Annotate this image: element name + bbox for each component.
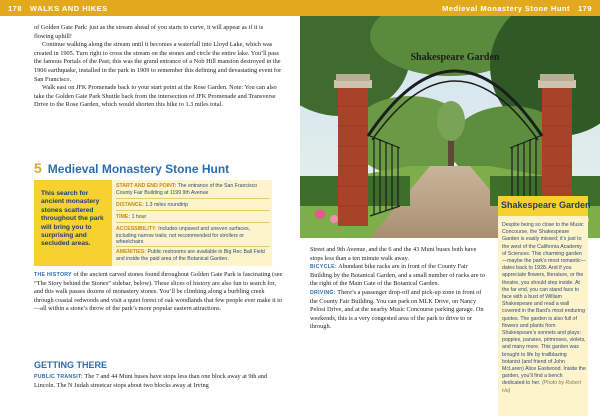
- driving-paragraph: [310, 289, 490, 332]
- fact-time: [116, 214, 270, 223]
- transit-label: PUBLIC TRANSIT:: [34, 374, 83, 380]
- left-running-head: [0, 0, 300, 16]
- getting-there-heading: GETTING THERE: [34, 360, 108, 370]
- sidebar-title: Shakespeare Garden: [501, 200, 591, 210]
- intro-paragraph-2: Continue walking along the stream until it becomes a waterfall into Lloyd Lake, which was created in 1905. Turn right to cross the stream on the stones and circle the entire lake. You’ll pass the famous Portals of the Past; this was the grand entrance of a Nob Hill mansion destroyed in the 1906 earthquake, installed in the park in 1909 to remember this defining and devastating event for San Francisco.: [34, 41, 282, 83]
- fact-accessibility: [116, 226, 270, 247]
- section-heading: [34, 160, 229, 176]
- history-label: THE HISTORY: [34, 272, 72, 278]
- fact-value: Public restrooms are available in Big Rec Ball Field and inside the paid area of the Botanical Garden.: [116, 249, 265, 262]
- fact-value: Includes unpaved and uneven surfaces, including narrow trails; not recommended for strollers or wheelchairs: [116, 226, 250, 246]
- right-page-number: 179: [577, 4, 592, 13]
- fact-value: 1.3 miles roundtrip: [145, 202, 188, 208]
- arch-sign-text: Shakespeare Garden: [410, 52, 500, 63]
- left-page-number: 178: [8, 4, 23, 13]
- fact-distance: [116, 202, 270, 211]
- sidebar-box: [498, 196, 591, 416]
- fact-label: AMENITIES:: [116, 249, 146, 255]
- bicycle-paragraph: [310, 263, 490, 289]
- callout-text: This search for ancient monastery stones scattered throughout the park will bring you to surprising and secluded areas.: [41, 190, 104, 248]
- history-paragraph: [34, 271, 284, 314]
- sidebar-title-bar: [498, 196, 591, 216]
- driving-text: There’s a passenger drop-off and pick-up zone in front of the County Fair Building. You can park on MLK Drive, on Nancy Pelosi Drive, and at the nearby Music Concourse parking garage. On weekends, this is a very congested area of the park to drive to or through.: [310, 288, 484, 331]
- transit-text: The 7 and 44 Muni buses have stops less than one block away at 9th and Lincoln. The N Judah streetcar stops about two blocks away at Irving: [34, 373, 268, 389]
- fact-label: TIME:: [116, 214, 131, 220]
- fact-value: The entrance of the San Francisco County Fair Building at 1199 9th Avenue: [116, 183, 258, 196]
- right-running-head-title: Medieval Monastery Stone Hunt: [442, 4, 570, 13]
- bicycle-text: Abundant bike racks are in front of the County Fair Building by the Botanical Garden, and a small number of racks are to the right of the Main Gate of the Botanical Garden.: [310, 263, 486, 288]
- callout-box: [34, 180, 112, 266]
- transit-paragraph: [34, 373, 284, 390]
- right-running-head: [300, 0, 600, 16]
- intro-paragraph-3: Walk east on JFK Promenade back to your start point at the Rose Garden. Note: You can also take the Golden Gate Park Shuttle back from the intersection of JFK Promenade and Transverse Drive to the Rose Garden, which would shorten this hike to 1.3 miles total.: [34, 84, 277, 109]
- intro-text: [34, 24, 284, 110]
- fact-start-end: [116, 183, 270, 199]
- column-intro: Street and 9th Avenue, and the 6 and the 43 Muni buses both have stops less than a ten minute walk away.: [310, 246, 477, 262]
- fact-label: START AND END POINT:: [116, 183, 177, 189]
- section-number: 5: [34, 160, 42, 176]
- right-column: [310, 246, 490, 332]
- right-page: [300, 0, 600, 420]
- sidebar-text: Despite being so close to the Music Concourse, the Shakespeare Garden is easily missed; it’s just to the west of the California Academy of Sciences. This charming garden—maybe the park’s most romantic—dates back to 1928. And if you appreciate flowers, literature, or the theatre, you should step inside. At the far end, you can stand face to face with a bust of William Shakespeare and read a wall covered in the Bard’s most enduring quotes. The garden is also full of flowers and plants from Shakespeare’s sonnets and plays: poppies, pansies, primroses, violets, and many more. This garden was brought to life by trailblazing botanist (and friend of John McLaren) Alice Eastwood. Inside the garden, you’ll find a bench dedicated to her.: [502, 222, 586, 387]
- photo-credit: (Photo by Robert Ho): [502, 380, 582, 394]
- left-running-head-title: WALKS AND HIKES: [30, 4, 108, 13]
- fact-amenities: [116, 249, 270, 265]
- bicycle-label: BICYCLE:: [310, 264, 337, 271]
- history-text: of the ancient carved stones found throughout Golden Gate Park is fascinating (see “The Story behind the Stones” sidebar, below). These slices of history are also fun to search for, and this walk passes dozens of monastery stones. You’ll be climbing along a burbling creek through coastal redwoods and visit a quiet forest of oak woodlands that few people ever make it to—all within a stone’s throw of the park’s more popular eastern attractions.: [34, 271, 283, 313]
- fact-label: DISTANCE:: [116, 202, 144, 208]
- driving-label: DRIVING:: [310, 289, 336, 296]
- fact-value: 1 hour: [131, 214, 147, 220]
- fact-label: ACCESSIBILITY:: [116, 226, 157, 232]
- facts-box: [112, 180, 272, 266]
- sidebar-body: [502, 222, 586, 395]
- section-title: Medieval Monastery Stone Hunt: [47, 162, 230, 176]
- intro-paragraph-1: of Golden Gate Park: just as the stream ahead of you starts to curve, it will appear as if it is flowing uphill!: [34, 24, 264, 40]
